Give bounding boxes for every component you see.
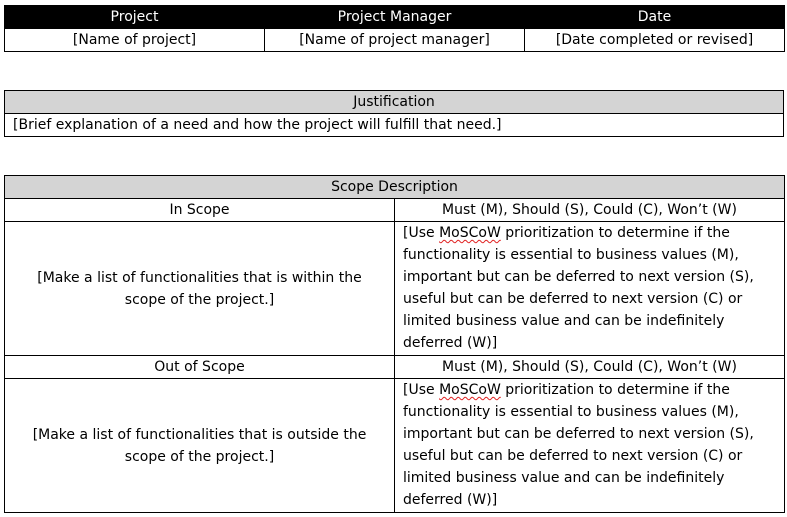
scope-table — [4, 175, 785, 513]
summary-table — [4, 5, 785, 52]
project-manager-cell[interactable]: [Name of project manager] — [265, 29, 525, 52]
out-of-scope-priority-header: Must (M), Should (S), Could (C), Won’t (W) — [395, 356, 785, 379]
out-of-scope-priority-prefix: [Use — [403, 382, 440, 398]
out-of-scope-moscow-keyword: MoSCoW — [439, 382, 501, 398]
out-of-scope-priority-rest: prioritization to determine if the functionality is essential to business values (M), important but can be deferred to next version (S), useful but can be deferred to next version (C) or limited business value and can be indefinitely deferred (W)] — [403, 382, 754, 508]
in-scope-moscow-keyword: MoSCoW — [439, 225, 501, 241]
in-scope-header: In Scope — [5, 199, 395, 222]
in-scope-priority-header: Must (M), Should (S), Could (C), Won’t (W) — [395, 199, 785, 222]
in-scope-priority-prefix: [Use — [403, 225, 440, 241]
date-header: Date — [525, 6, 785, 29]
out-of-scope-description-cell[interactable]: [Make a list of functionalities that is outside the scope of the project.] — [5, 379, 395, 513]
justification-text-cell[interactable]: [Brief explanation of a need and how the project will fulfill that need.] — [5, 114, 784, 137]
in-scope-priority-rest: prioritization to determine if the functionality is essential to business values (M), important but can be deferred to next version (S), useful but can be deferred to next version (C) or limited business value and can be indefinitely deferred (W)] — [403, 225, 754, 351]
project-name-cell[interactable]: [Name of project] — [5, 29, 265, 52]
justification-table — [4, 90, 784, 137]
in-scope-priority-cell[interactable] — [395, 222, 785, 356]
project-header: Project — [5, 6, 265, 29]
in-scope-description-cell[interactable]: [Make a list of functionalities that is within the scope of the project.] — [5, 222, 395, 356]
project-manager-header: Project Manager — [265, 6, 525, 29]
justification-header: Justification — [5, 91, 784, 114]
date-cell[interactable]: [Date completed or revised] — [525, 29, 785, 52]
out-of-scope-priority-cell[interactable] — [395, 379, 785, 513]
out-of-scope-header: Out of Scope — [5, 356, 395, 379]
scope-description-header: Scope Description — [5, 176, 785, 199]
